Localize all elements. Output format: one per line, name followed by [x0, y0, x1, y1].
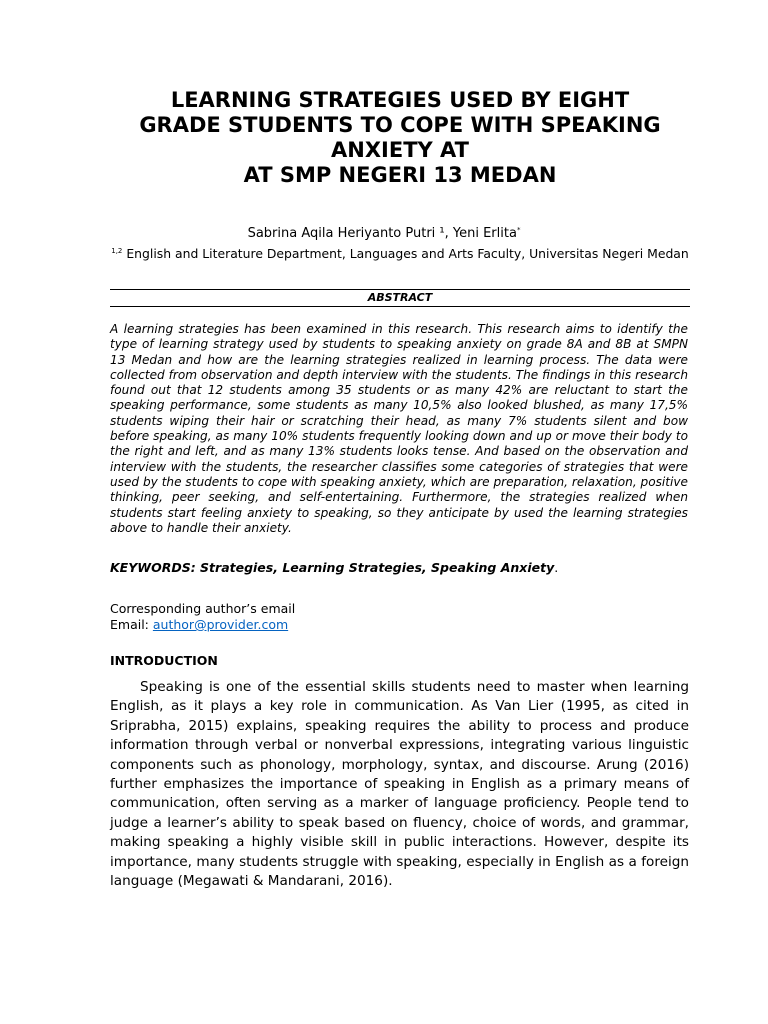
- keywords-label: KEYWORDS: Strategies, Learning Strategies, Speaking Anxiety: [110, 560, 555, 575]
- email-link[interactable]: author@provider.com: [152, 617, 289, 632]
- corresponding-mark: *: [516, 226, 521, 234]
- abstract-body: A learning strategies has been examined in this research. This research aims to identify the type of learning strategy used by students to speaking anxiety on grade 8A and 8B at SMPN 13 Medan and how are the learning strategies realized in learning process. The data were collected from observation and depth interview with the students. The findings in this research found out that 12 students among 35 students or as many 42% are reluctant to start the speaking performance, some students as many 10,5% also looked blushed, as many 17,5% students wiping their hair or scratching their head, as many 7% students silent and bow before speaking, as many 10% students frequently looking down and up or move their body to the right and left, and as many 13% students looks tense. And based on the observation and interview with the students, the researcher classifies some categories of strategies that were used by the students to cope with speaking anxiety, which are preparation, relaxation, positive thinking, peer seeking, and self-entertaining. Furthermore, the strategies realized when students start feeling anxiety to speaking, so they anticipate by used the learning strategies above to handle their anxiety.: [110, 322, 688, 535]
- abstract-heading: ABSTRACT: [367, 291, 433, 304]
- keywords: [110, 560, 690, 576]
- introduction-heading: INTRODUCTION: [110, 653, 218, 668]
- corresponding-label: Corresponding author’s email: [110, 601, 296, 616]
- abstract-top-rule: [110, 289, 690, 290]
- title-line-1: LEARNING STRATEGIES USED BY EIGHT: [170, 88, 630, 112]
- title-line-2: GRADE STUDENTS TO COPE WITH SPEAKING: [139, 113, 661, 137]
- affiliation-marks: 1,2: [111, 247, 123, 255]
- corresponding-author: [110, 601, 295, 633]
- title-line-3: ANXIETY AT: [331, 138, 469, 162]
- introduction-body: Speaking is one of the essential skills students need to master when learning English, as it plays a key role in communication. As Van Lier (1995, as cited in Sriprabha, 2015) explains, speaking requires the ability to process and produce information through verbal or nonverbal expressions, integrating various linguistic components such as phonology, morphology, syntax, and discourse. Arung (2016) further emphasizes the importance of speaking in English as a primary means of communication, often serving as a marker of language proficiency. People tend to judge a learner’s ability to speak based on fluency, choice of words, and grammar, making speaking a highly visible skill in public interactions. However, despite its importance, many students struggle with speaking, especially in English as a foreign language (Megawati & Mandarani, 2016).: [110, 679, 689, 890]
- keywords-end: .: [554, 560, 559, 575]
- paper-title: [100, 88, 700, 188]
- abstract-bottom-rule: [110, 306, 690, 307]
- email-label: Email:: [110, 617, 153, 632]
- affiliation: [0, 242, 768, 263]
- email-line: [110, 617, 295, 633]
- title-line-4: AT SMP NEGERI 13 MEDAN: [243, 163, 557, 187]
- affiliation-text: English and Literature Department, Languages and Arts Faculty, Universitas Negeri Medan: [126, 246, 689, 261]
- author-names: Sabrina Aqila Heriyanto Putri ¹, Yeni Erlita: [247, 226, 517, 241]
- author-line: [0, 221, 768, 243]
